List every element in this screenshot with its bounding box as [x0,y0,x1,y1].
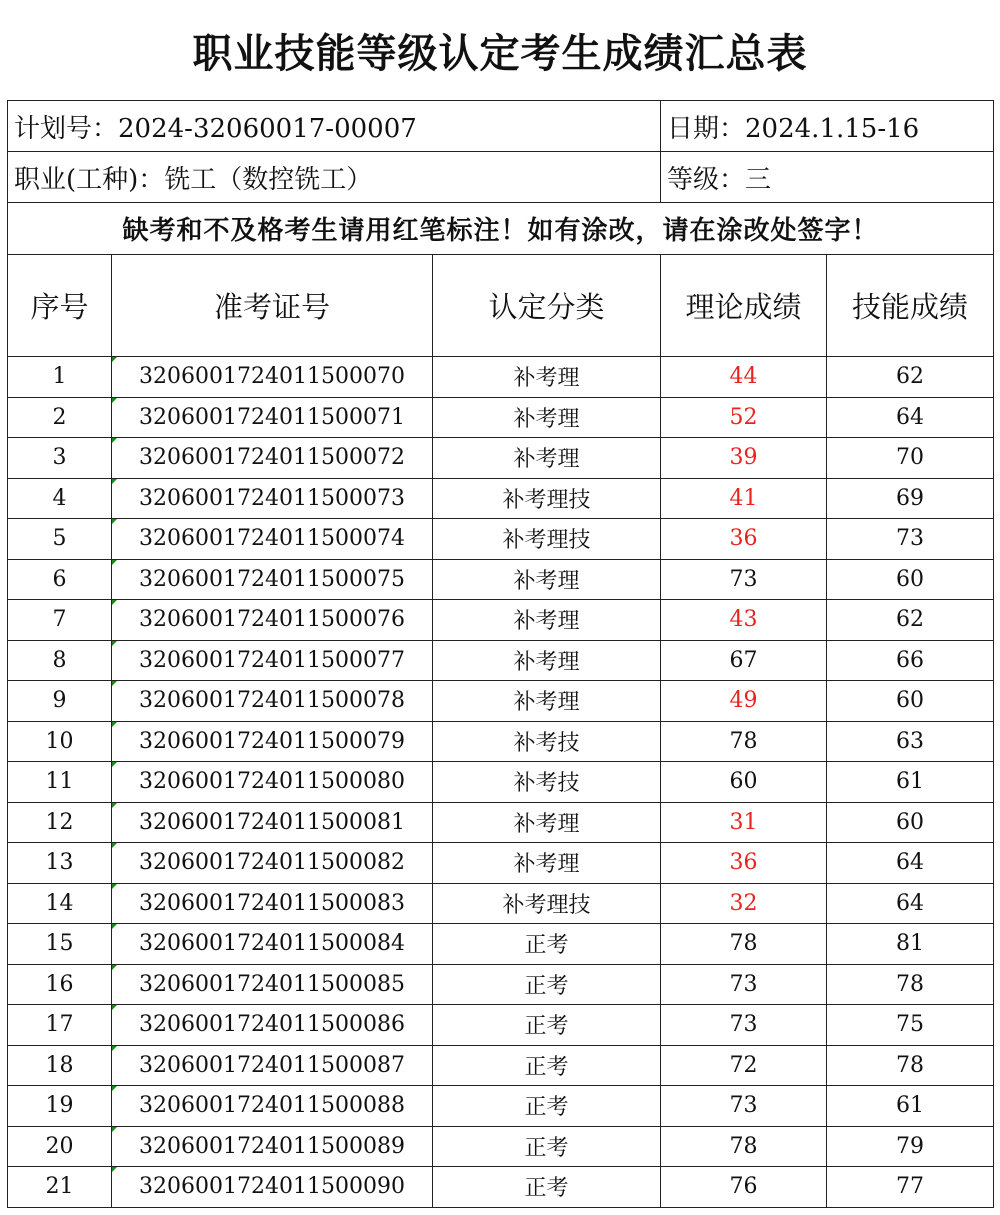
theory-score: 43 [661,600,827,641]
table-row [8,802,994,843]
skill-score: 61 [827,1086,994,1127]
category: 补考理 [433,397,661,438]
category: 补考理 [433,802,661,843]
theory-score: 49 [661,681,827,722]
table-row [8,681,994,722]
skill-score: 64 [827,397,994,438]
skill-score: 60 [827,802,994,843]
category: 补考理 [433,438,661,479]
table-row [8,843,994,884]
ticket-number: 3206001724011500088 [112,1086,433,1127]
row-number: 21 [8,1167,112,1208]
ticket-number: 3206001724011500080 [112,762,433,803]
table-row [8,559,994,600]
row-number: 16 [8,964,112,1005]
ticket-number: 3206001724011500089 [112,1126,433,1167]
category: 正考 [433,924,661,965]
skill-score: 78 [827,1045,994,1086]
theory-score: 73 [661,1005,827,1046]
category: 补考理技 [433,883,661,924]
ticket-number: 3206001724011500077 [112,640,433,681]
theory-score: 32 [661,883,827,924]
notice: 缺考和不及格考生请用红笔标注！如有涂改，请在涂改处签字！ [8,203,994,255]
theory-score: 76 [661,1167,827,1208]
row-number: 6 [8,559,112,600]
row-number: 5 [8,519,112,560]
theory-score: 36 [661,519,827,560]
column-header-ticket: 准考证号 [112,255,433,357]
category: 补考理 [433,559,661,600]
row-number: 18 [8,1045,112,1086]
theory-score: 44 [661,357,827,398]
score-table [7,100,994,1208]
category: 补考理 [433,640,661,681]
ticket-number: 3206001724011500071 [112,397,433,438]
ticket-number: 3206001724011500081 [112,802,433,843]
table-row [8,762,994,803]
table-row [8,883,994,924]
ticket-number: 3206001724011500085 [112,964,433,1005]
column-header-theory: 理论成绩 [661,255,827,357]
category: 补考理技 [433,519,661,560]
row-number: 12 [8,802,112,843]
theory-score: 78 [661,924,827,965]
row-number: 14 [8,883,112,924]
category: 补考技 [433,762,661,803]
table-row [8,1005,994,1046]
skill-score: 61 [827,762,994,803]
table-row [8,357,994,398]
table-row [8,964,994,1005]
table-row [8,478,994,519]
table-row [8,1086,994,1127]
table-row [8,519,994,560]
skill-score: 64 [827,883,994,924]
column-header-skill: 技能成绩 [827,255,994,357]
category: 补考理 [433,843,661,884]
theory-score: 67 [661,640,827,681]
row-number: 8 [8,640,112,681]
ticket-number: 3206001724011500079 [112,721,433,762]
theory-score: 60 [661,762,827,803]
theory-score: 52 [661,397,827,438]
ticket-number: 3206001724011500083 [112,883,433,924]
row-number: 7 [8,600,112,641]
category: 正考 [433,1005,661,1046]
skill-score: 73 [827,519,994,560]
ticket-number: 3206001724011500082 [112,843,433,884]
row-number: 13 [8,843,112,884]
exam-date: 日期：2024.1.15-16 [661,101,994,152]
table-row [8,1167,994,1208]
skill-score: 78 [827,964,994,1005]
table-row [8,924,994,965]
skill-score: 79 [827,1126,994,1167]
skill-score: 62 [827,357,994,398]
table-row [8,1045,994,1086]
theory-score: 31 [661,802,827,843]
skill-score: 64 [827,843,994,884]
ticket-number: 3206001724011500090 [112,1167,433,1208]
skill-score: 75 [827,1005,994,1046]
ticket-number: 3206001724011500072 [112,438,433,479]
column-header-no: 序号 [8,255,112,357]
table-row [8,640,994,681]
theory-score: 36 [661,843,827,884]
table-row [8,600,994,641]
category: 正考 [433,1045,661,1086]
row-number: 20 [8,1126,112,1167]
ticket-number: 3206001724011500086 [112,1005,433,1046]
ticket-number: 3206001724011500074 [112,519,433,560]
skill-score: 69 [827,478,994,519]
theory-score: 73 [661,964,827,1005]
table-row [8,397,994,438]
skill-score: 81 [827,924,994,965]
theory-score: 39 [661,438,827,479]
theory-score: 78 [661,721,827,762]
row-number: 1 [8,357,112,398]
row-number: 17 [8,1005,112,1046]
category: 正考 [433,1167,661,1208]
category: 正考 [433,1126,661,1167]
plan-number: 计划号：2024-32060017-00007 [8,101,661,152]
category: 正考 [433,964,661,1005]
skill-score: 60 [827,559,994,600]
row-number: 11 [8,762,112,803]
category: 补考理 [433,600,661,641]
skill-score: 70 [827,438,994,479]
ticket-number: 3206001724011500073 [112,478,433,519]
ticket-number: 3206001724011500076 [112,600,433,641]
page-title: 职业技能等级认定考生成绩汇总表 [192,30,808,77]
row-number: 15 [8,924,112,965]
category: 补考理技 [433,478,661,519]
skill-score: 77 [827,1167,994,1208]
occupation: 职业(工种)：铣工（数控铣工） [8,152,661,203]
row-number: 9 [8,681,112,722]
skill-score: 66 [827,640,994,681]
row-number: 2 [8,397,112,438]
ticket-number: 3206001724011500087 [112,1045,433,1086]
row-number: 4 [8,478,112,519]
ticket-number: 3206001724011500070 [112,357,433,398]
row-number: 10 [8,721,112,762]
theory-score: 73 [661,559,827,600]
category: 补考理 [433,681,661,722]
category: 正考 [433,1086,661,1127]
theory-score: 41 [661,478,827,519]
skill-score: 63 [827,721,994,762]
theory-score: 78 [661,1126,827,1167]
category: 补考技 [433,721,661,762]
skill-score: 62 [827,600,994,641]
ticket-number: 3206001724011500084 [112,924,433,965]
ticket-number: 3206001724011500078 [112,681,433,722]
column-header-category: 认定分类 [433,255,661,357]
skill-score: 60 [827,681,994,722]
table-row [8,721,994,762]
theory-score: 72 [661,1045,827,1086]
table-row [8,1126,994,1167]
category: 补考理 [433,357,661,398]
level: 等级：三 [661,152,994,203]
row-number: 19 [8,1086,112,1127]
ticket-number: 3206001724011500075 [112,559,433,600]
theory-score: 73 [661,1086,827,1127]
row-number: 3 [8,438,112,479]
table-row [8,438,994,479]
table-header [8,255,994,357]
